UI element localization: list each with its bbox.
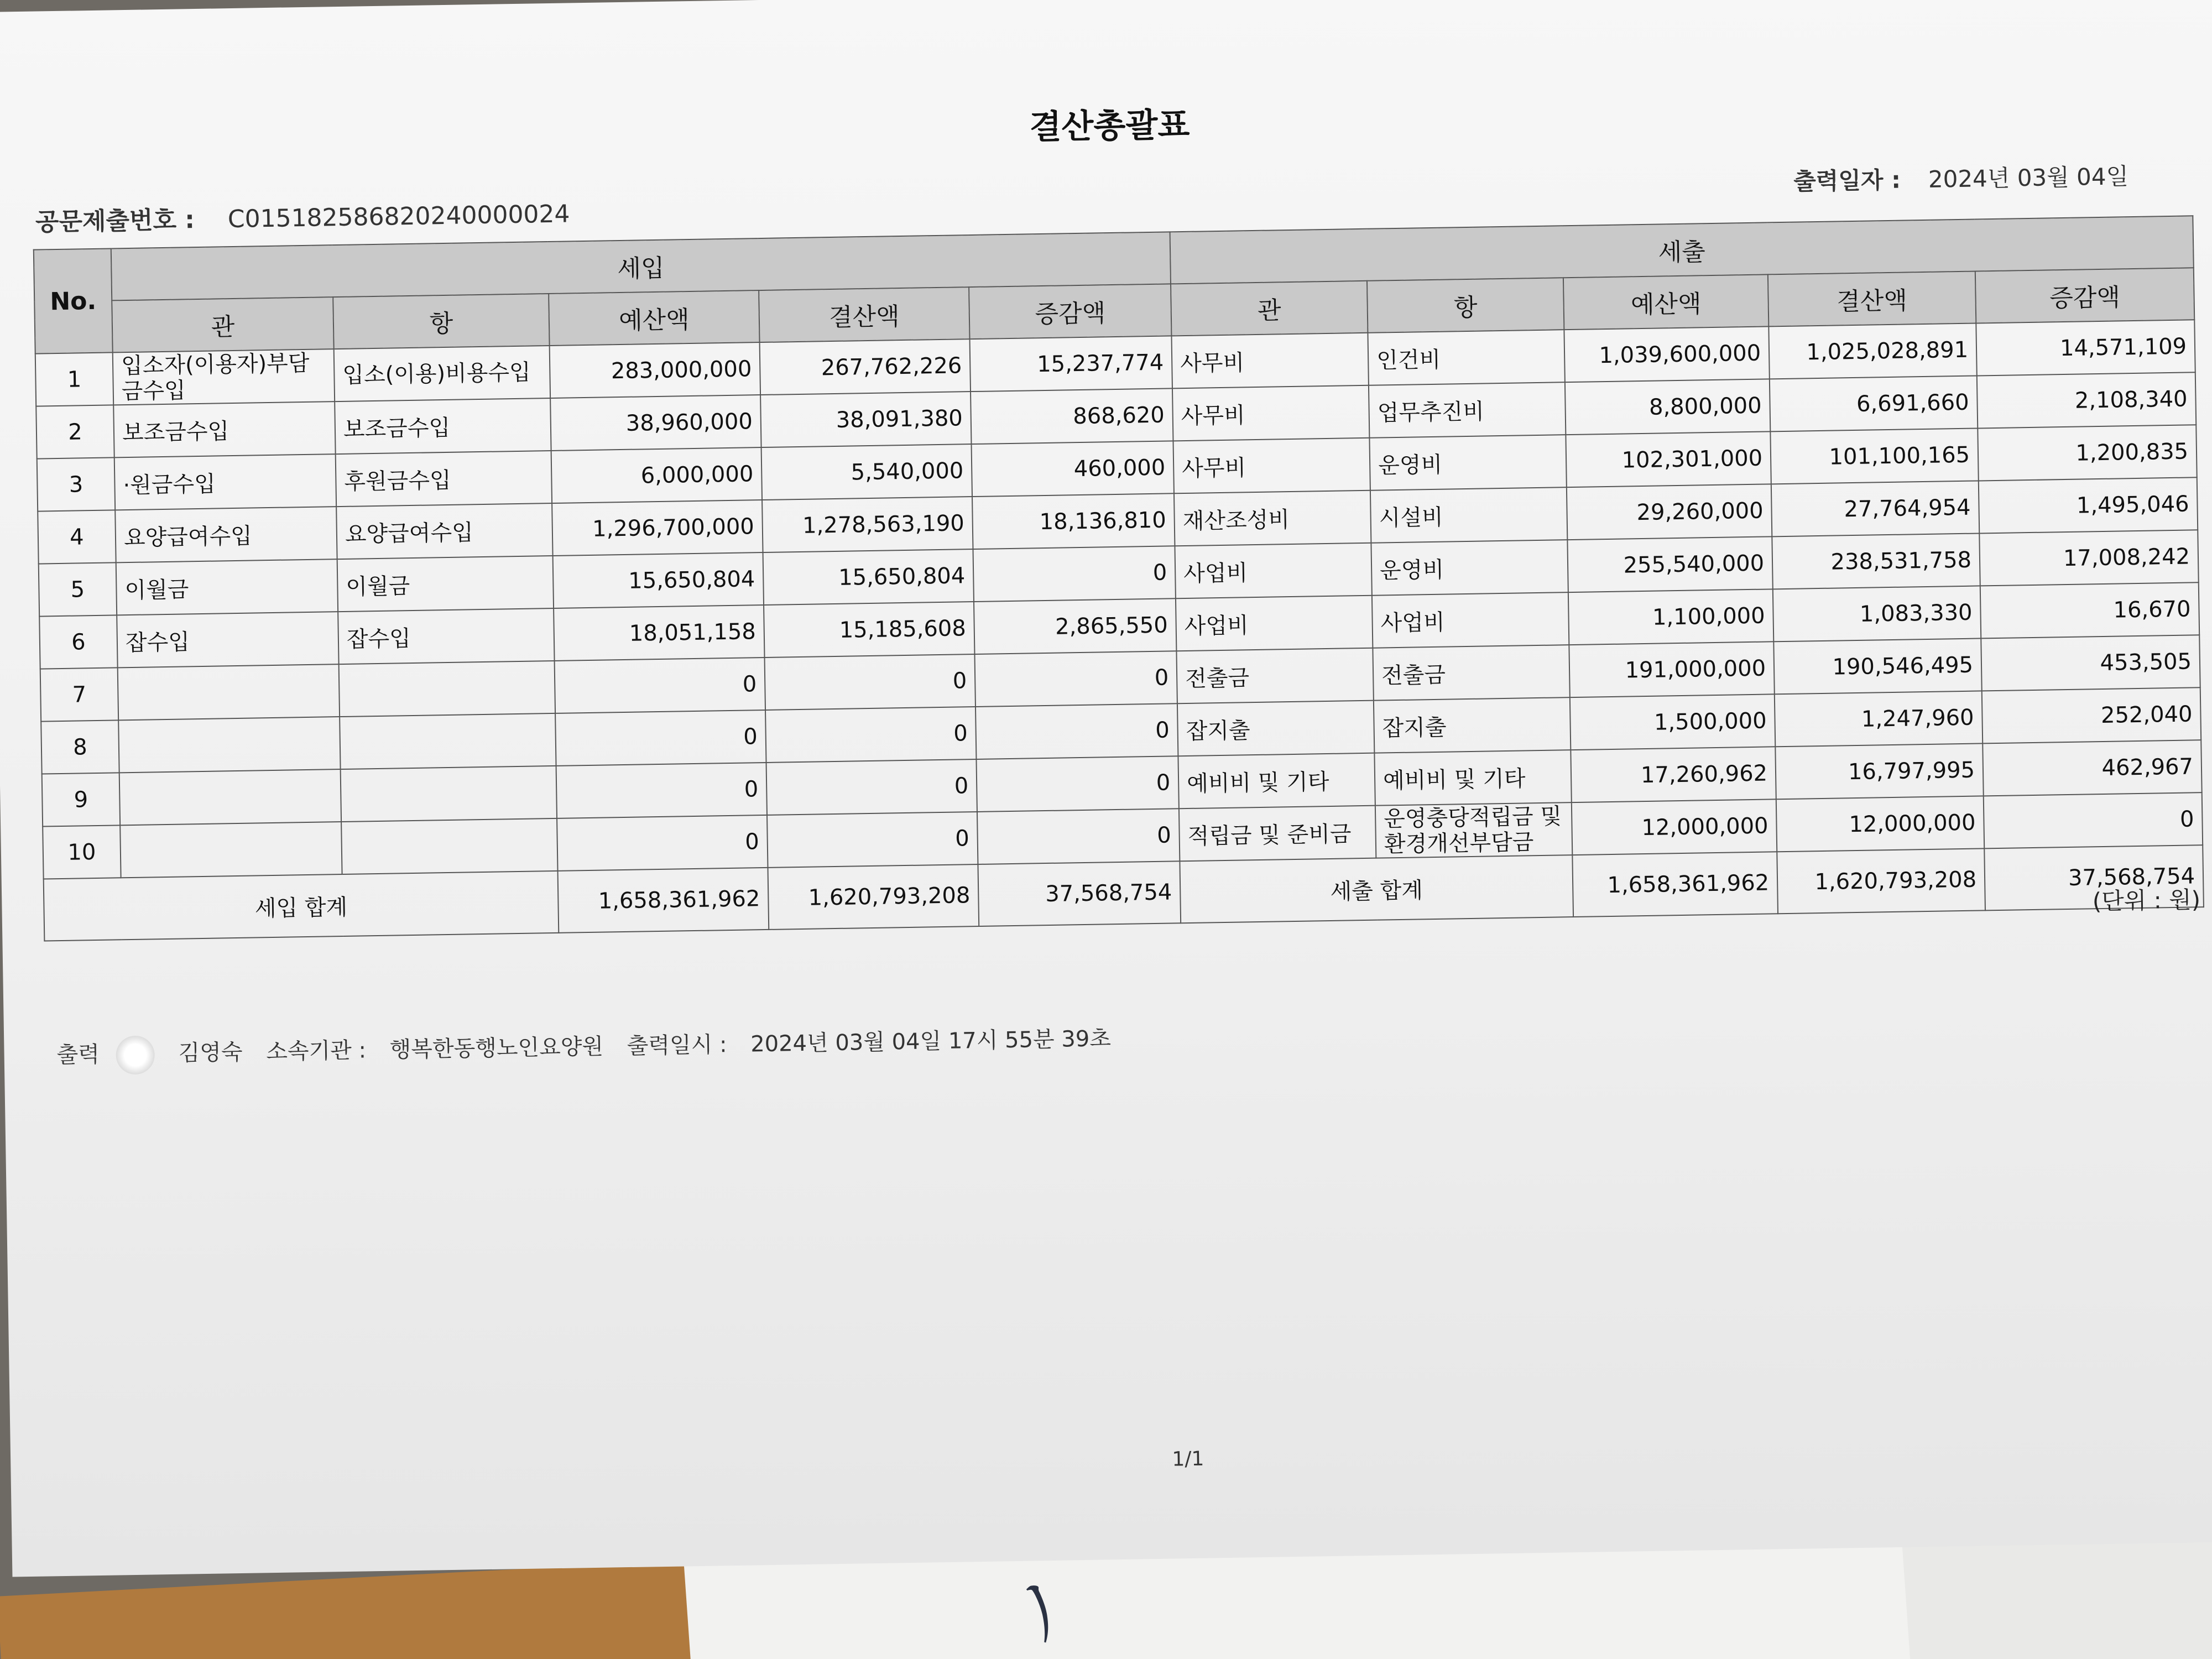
income-total-budget: 1,658,361,962 [558,868,769,933]
income-hang [340,713,556,769]
income-gwan [120,822,342,878]
col-header-income-gwan: 관 [112,297,333,352]
row-no: 8 [41,720,119,774]
handwriting-scribble: ﾉ [1000,1568,1082,1656]
income-diff: 0 [975,703,1178,759]
income-diff: 460,000 [972,441,1174,497]
income-settled: 15,185,608 [764,602,974,658]
income-gwan: 요양급여수입 [115,507,337,562]
expense-budget: 8,800,000 [1565,379,1770,435]
print-time-label: 출력일시 : [627,1032,727,1059]
income-settled: 15,650,804 [763,549,974,605]
income-diff: 868,620 [971,388,1173,444]
printer-name: 김영숙 [178,1039,243,1066]
expense-gwan: 전출금 [1176,648,1373,704]
col-header-no: No. [34,248,113,353]
expense-gwan: 사업비 [1175,543,1371,599]
expense-gwan: 적립금 및 준비금 [1179,806,1376,862]
expense-settled: 27,764,954 [1771,481,1979,536]
income-diff: 15,237,774 [970,336,1172,392]
page-number: 1/1 [1172,1447,1204,1471]
document-title: 결산총괄표 [1029,105,1190,147]
expense-hang: 업무추진비 [1369,382,1566,438]
expense-settled: 1,025,028,891 [1768,324,1976,379]
income-total-settled: 1,620,793,208 [768,864,979,930]
expense-diff: 2,108,340 [1977,372,2196,428]
expense-hang: 잡지출 [1374,697,1571,753]
income-hang [339,661,555,717]
expense-hang: 운영비 [1369,435,1566,491]
income-budget: 0 [555,658,765,713]
expense-settled: 1,247,960 [1775,691,1983,747]
income-gwan: 입소자(이용자)부담금수입 [113,349,335,405]
expense-diff: 0 [1984,792,2203,848]
expense-diff: 16,670 [1980,582,2199,638]
income-gwan [119,769,341,825]
expense-diff: 17,008,242 [1979,530,2198,586]
income-budget: 38,960,000 [550,395,761,451]
income-hang: 잡수입 [338,608,554,664]
income-budget: 283,000,000 [550,342,760,398]
expense-gwan: 사무비 [1172,385,1369,441]
income-gwan: 보조금수입 [113,401,335,457]
row-no: 4 [38,510,116,564]
col-header-expense-budget: 예산액 [1563,274,1768,330]
income-settled: 0 [767,812,978,868]
expense-budget: 1,039,600,000 [1564,326,1769,382]
income-settled: 5,540,000 [761,444,972,500]
expense-budget: 191,000,000 [1569,641,1774,697]
expense-settled: 12,000,000 [1776,796,1984,852]
expense-total-settled: 1,620,793,208 [1777,848,1985,914]
income-settled: 38,091,380 [760,392,971,447]
row-no: 1 [35,352,113,406]
expense-diff: 252,040 [1982,687,2201,743]
expense-budget: 1,100,000 [1568,589,1773,645]
print-date-line [1793,158,2129,197]
income-budget: 15,650,804 [553,552,764,608]
submission-number-line [35,194,570,237]
org-name: 행복한동행노인요양원 [389,1034,604,1063]
expense-budget: 12,000,000 [1572,799,1777,855]
expense-gwan: 사업비 [1176,596,1373,651]
col-header-income-diff: 증감액 [969,284,1171,339]
expense-hang: 운영충당적립금 및 환경개선부담금 [1375,802,1572,858]
expense-settled: 238,531,758 [1772,533,1980,589]
row-no: 3 [37,457,115,511]
submission-number: C015182586820240000024 [227,200,570,234]
income-gwan: 잡수입 [117,612,338,667]
table-body [35,320,2204,941]
income-budget: 0 [557,815,768,871]
print-time: 2024년 03월 04일 17시 55분 39초 [750,1026,1112,1057]
expense-hang: 운영비 [1371,540,1568,596]
income-settled: 1,278,563,190 [762,497,973,552]
row-no: 10 [43,825,121,879]
row-no: 2 [36,405,114,458]
income-total-label: 세입 합계 [44,871,559,941]
expense-hang: 사업비 [1372,592,1569,648]
expense-gwan: 잡지출 [1177,701,1374,757]
row-no: 9 [42,773,120,826]
expense-budget: 29,260,000 [1567,484,1772,540]
income-budget: 6,000,000 [551,447,762,503]
expense-total-budget: 1,658,361,962 [1572,852,1778,917]
income-total-diff: 37,568,754 [978,861,1181,926]
unit-note: (단위 : 원) [2092,886,2201,915]
expense-total-label: 세출 합계 [1180,855,1573,923]
expense-gwan: 사무비 [1171,333,1368,389]
printer-label: 출력 [56,1041,100,1068]
income-hang: 요양급여수입 [336,503,552,559]
expense-diff: 1,495,046 [1979,477,2198,533]
expense-budget: 102,301,000 [1566,431,1771,487]
income-budget: 18,051,158 [554,605,764,661]
col-header-expense-gwan: 관 [1171,281,1368,336]
income-gwan: 이월금 [116,559,338,615]
col-header-income-hang: 항 [333,294,549,349]
income-hang: 보조금수입 [335,398,551,454]
expense-settled: 1,083,330 [1773,586,1981,641]
expense-hang: 전출금 [1373,645,1569,701]
print-date: 2024년 03월 04일 [1928,163,2129,193]
expense-budget: 1,500,000 [1570,694,1775,750]
income-hang: 이월금 [337,556,554,612]
col-header-expense-diff: 증감액 [1975,268,2194,323]
expense-settled: 6,691,660 [1770,375,1978,431]
expense-diff: 462,967 [1983,740,2201,796]
income-diff: 2,865,550 [974,598,1176,654]
print-footer [56,1020,1128,1076]
expense-hang: 인건비 [1368,330,1564,385]
income-settled: 0 [766,759,977,815]
expense-gwan: 사무비 [1173,438,1370,494]
income-diff: 0 [974,651,1177,707]
redaction-smudge [116,1035,155,1074]
income-gwan: ·원금수입 [114,454,336,510]
col-header-expense-hang: 항 [1367,278,1564,333]
expense-diff: 453,505 [1981,635,2200,691]
row-no: 7 [40,667,118,721]
expense-diff: 14,571,109 [1976,320,2195,375]
submission-label: 공문제출번호 : [35,206,195,237]
expense-settled: 190,546,495 [1773,638,1981,694]
print-date-label: 출력일자 : [1793,166,1901,195]
expense-gwan: 재산조성비 [1174,491,1371,546]
expense-settled: 101,100,165 [1770,428,1978,484]
expense-budget: 17,260,962 [1571,747,1776,802]
expense-budget: 255,540,000 [1567,536,1772,592]
expense-hang: 예비비 및 기타 [1374,750,1571,806]
income-diff: 0 [977,808,1180,864]
income-settled: 267,762,226 [760,339,971,395]
income-settled: 0 [765,707,976,763]
expense-total-diff: 37,568,754 [1984,845,2204,910]
row-no: 6 [39,615,117,669]
income-diff: 18,136,810 [972,493,1175,549]
expense-diff: 1,200,835 [1978,425,2197,481]
income-gwan [118,664,340,720]
income-hang: 후원금수입 [336,451,552,507]
income-hang [341,818,557,874]
income-diff: 0 [973,546,1175,602]
income-hang: 입소(이용)비용수입 [334,346,550,401]
col-header-expense-settled: 결산액 [1768,272,1976,327]
income-gwan [118,717,340,773]
col-header-income-budget: 예산액 [549,290,759,346]
col-header-income-settled: 결산액 [759,287,969,342]
income-hang [341,766,557,822]
org-label: 소속기관 : [265,1037,367,1065]
expense-settled: 16,797,995 [1775,743,1983,799]
expense-gwan: 예비비 및 기타 [1178,753,1375,809]
income-budget: 1,296,700,000 [552,500,763,556]
income-diff: 0 [976,756,1178,812]
expense-hang: 시설비 [1370,487,1567,543]
settlement-table [33,215,2204,941]
income-budget: 0 [556,763,767,818]
income-budget: 0 [555,710,766,766]
row-no: 5 [39,562,117,616]
income-settled: 0 [765,654,975,710]
col-header-income: 세입 [111,232,1171,300]
col-header-expense: 세출 [1170,216,2194,284]
